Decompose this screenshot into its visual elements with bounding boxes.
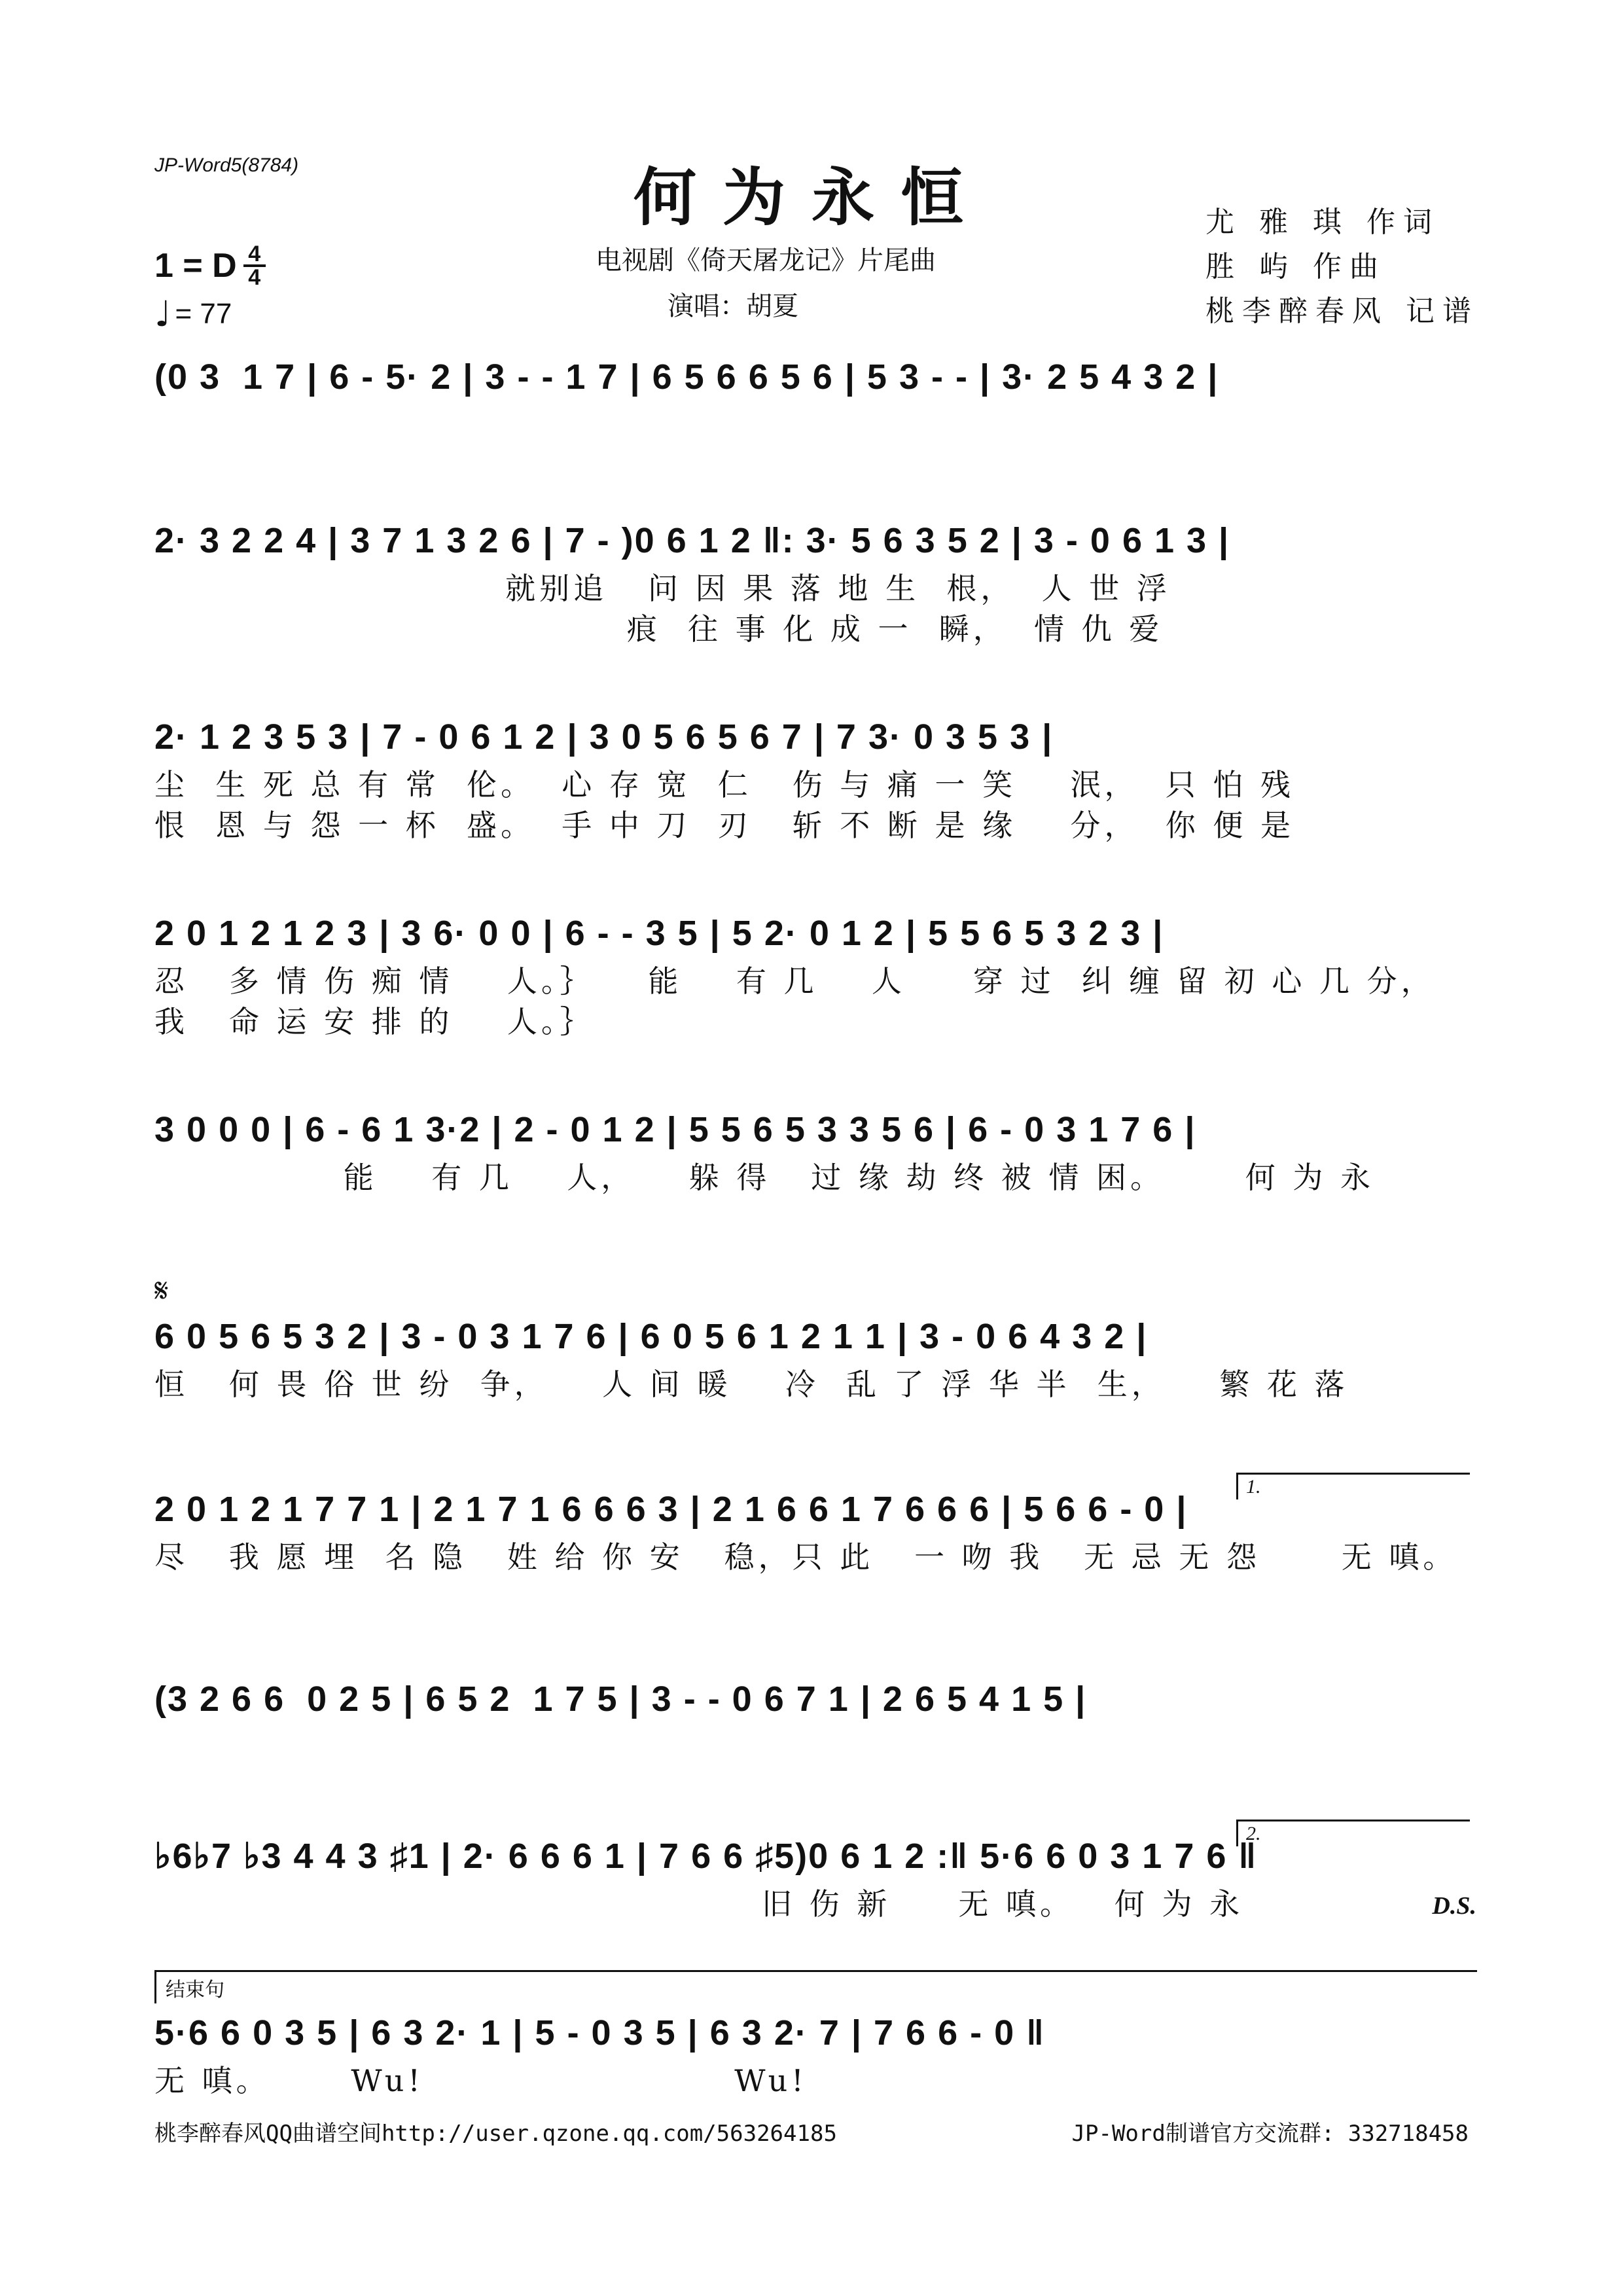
transcriber-credit: 桃李醉春风 记谱 [1205, 295, 1479, 328]
notation-line: ♭6♭7 ♭3 4 4 3 ♯1 | 2· 6 6 6 1 | 7 6 6 ♯5)0 6 1 2 :‖ 5·6 6 0 3 1 7 6 ‖ [154, 1837, 1258, 1876]
credits-block [1205, 200, 1479, 334]
song-subtitle: 电视剧《倚天屠龙记》片尾曲 [596, 245, 936, 276]
score-system [154, 1263, 1470, 1473]
time-bottom: 4 [248, 265, 261, 290]
score-system [154, 1970, 1470, 2121]
score-system [154, 897, 1470, 1093]
coda-bracket: 结束句 [154, 1970, 1477, 2003]
score-system [154, 1473, 1470, 1662]
key-signature [154, 243, 266, 288]
segno-sign: 𝄋 [154, 1272, 169, 1310]
footer-left: 桃李醉春风QQ曲谱空间http://user.qzone.qq.com/563264185 [154, 2121, 837, 2147]
score-system [154, 1662, 1470, 1820]
song-title: 何为永恒 [633, 160, 990, 234]
lyric-line: 尘 生 死 总 有 常 伦。 心 存 宽 仁 伤 与 痛 一 笑 泯， 只 怕 残 [154, 767, 1295, 802]
quarter-note-icon: ♩ [154, 293, 171, 334]
singer-credit: 演唱：胡夏 [668, 291, 798, 321]
notation-line: 2 0 1 2 1 7 7 1 | 2 1 7 1 6 6 6 3 | 2 1 6 6 1 7 6 6 6 | 5 6 6 - 0 | [154, 1490, 1188, 1529]
lyric-line: 恨 恩 与 怨 一 杯 盛。 手 中 刀 刃 斩 不 断 是 缘 分， 你 便 是 [154, 808, 1295, 843]
score [154, 340, 1476, 2121]
time-signature [243, 243, 266, 288]
lyric-line: 能 有 几 人， 躲 得 过 缘 劫 终 被 情 困。 何 为 永 [154, 1160, 1374, 1195]
lyric-line: 尽 我 愿 埋 名 隐 姓 给 你 安 稳，只 此 一 吻 我 无 忌 无 怨 无 嗔。 [154, 1539, 1457, 1575]
footer-right: JP-Word制谱官方交流群: 332718458 [1071, 2121, 1469, 2147]
notation-line: (3 2 6 6 0 2 5 | 6 5 2 1 7 5 | 3 - - 0 6 7 1 | 2 6 5 4 1 5 | [154, 1679, 1087, 1719]
lyric-line: 就别追 问 因 果 落 地 生 根， 人 世 浮 [154, 571, 1171, 606]
notation-line: 5·6 6 0 3 5 | 6 3 2· 1 | 5 - 0 3 5 | 6 3 2· 7 | 7 6 6 - 0 ‖ [154, 2013, 1046, 2053]
score-system [154, 1093, 1470, 1263]
time-top: 4 [248, 242, 261, 266]
score-system [154, 504, 1470, 700]
notation-line: 2· 3 2 2 4 | 3 7 1 3 2 6 | 7 - )0 6 1 2 ‖: 3· 5 6 3 5 2 | 3 - 0 6 1 3 | [154, 521, 1230, 560]
volta-bracket: 1. [1236, 1473, 1470, 1499]
lyric-line: 忍 多 情 伤 痴 情 人。｝ 能 有 几 人 穿 过 纠 缠 留 初 心 几 分， [154, 963, 1435, 999]
notation-line: 3 0 0 0 | 6 - 6 1 3·2 | 2 - 0 1 2 | 5 5 6 5 3 3 5 6 | 6 - 0 3 1 7 6 | [154, 1110, 1196, 1149]
score-system [154, 1820, 1476, 1970]
lyric-line: 旧 伤 新 无 嗔。 何 为 永 [154, 1886, 1244, 1922]
notation-line: 6 0 5 6 5 3 2 | 3 - 0 3 1 7 6 | 6 0 5 6 1 2 1 1 | 3 - 0 6 4 3 2 | [154, 1317, 1148, 1356]
lyric-line: 恒 何 畏 俗 世 纷 争， 人 间 暖 冷 乱 了 浮 华 半 生， 繁 花 落 [154, 1367, 1349, 1402]
key-label: 1 = D [154, 247, 237, 285]
lyric-line: 我 命 运 安 排 的 人。｝ [154, 1004, 594, 1039]
composer-credit: 胜 屿 作曲 [1205, 250, 1386, 283]
lyric-line: 痕 往 事 化 成 一 瞬， 情 仇 爱 [154, 611, 1164, 647]
tempo-value: = 77 [175, 297, 232, 330]
software-label: JP-Word5(8784) [154, 154, 299, 176]
lyricist-credit: 尤 雅 琪 作词 [1205, 206, 1440, 239]
volta-bracket: 2. [1236, 1820, 1470, 1846]
notation-line: 2 0 1 2 1 2 3 | 3 6· 0 0 | 6 - - 3 5 | 5 2· 0 1 2 | 5 5 6 5 3 2 3 | [154, 914, 1164, 953]
notation-line: 2· 1 2 3 5 3 | 7 - 0 6 1 2 | 3 0 5 6 5 6 7 | 7 3· 0 3 5 3 | [154, 717, 1054, 757]
lyric-line: 无 嗔。 Wu! Wu! [154, 2063, 808, 2098]
score-system [154, 340, 1470, 504]
notation-line: (0 3 1 7 | 6 - 5· 2 | 3 - - 1 7 | 6 5 6 6 5 6 | 5 3 - - | 3· 2 5 4 3 2 | [154, 357, 1219, 397]
tempo-marking [154, 293, 232, 334]
score-system [154, 700, 1470, 897]
dal-segno-mark: D.S. [1432, 1892, 1476, 1920]
